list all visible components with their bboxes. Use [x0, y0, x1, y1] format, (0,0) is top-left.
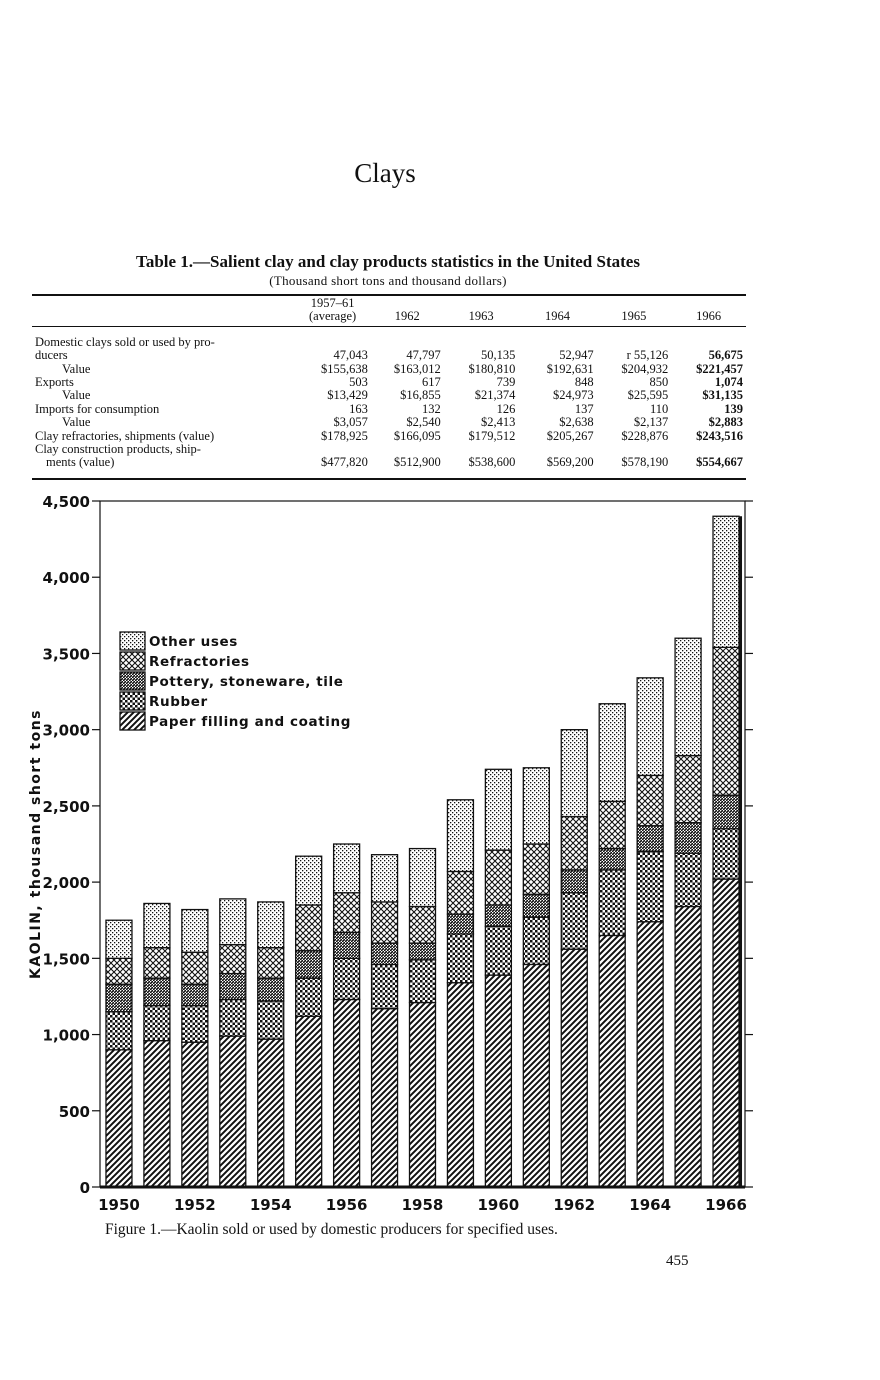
bar-segment [144, 948, 170, 978]
table-row [32, 443, 746, 456]
table-cell: 617 [422, 375, 441, 390]
bar-segment [144, 978, 170, 1005]
bar-segment [106, 1050, 132, 1187]
bar-segment [561, 893, 587, 949]
bar-segment [144, 1006, 170, 1041]
bar-segment [485, 926, 511, 975]
bar-segment [675, 823, 701, 853]
table-cell: $2,413 [481, 415, 516, 430]
table-row [32, 363, 746, 376]
bar-segment [713, 795, 739, 829]
legend-swatch [120, 712, 145, 730]
bar-segment [447, 934, 473, 983]
table-cell: $204,932 [621, 361, 669, 376]
table-cell: 139 [724, 401, 743, 416]
x-tick-label: 1966 [705, 1196, 747, 1214]
bar-segment [220, 999, 246, 1036]
table-cell: $16,855 [400, 388, 441, 403]
bar-segment [675, 756, 701, 823]
header-col-1965: 1965 [621, 309, 647, 324]
y-tick-label: 500 [58, 1102, 90, 1121]
y-tick-label: 2,000 [42, 874, 90, 893]
bars [106, 516, 742, 1187]
table-cell: $179,512 [468, 428, 516, 443]
table-cell: 739 [496, 375, 516, 390]
bar-segment [447, 871, 473, 914]
bar-segment [561, 730, 587, 817]
y-tick-label: 0 [79, 1179, 90, 1197]
table-cell: $24,973 [552, 388, 594, 403]
bar-segment [561, 949, 587, 1187]
bar-segment [220, 899, 246, 945]
legend-swatch [120, 632, 145, 650]
table-cell [518, 328, 596, 349]
x-tick-label: 1956 [325, 1196, 368, 1214]
bar-segment [675, 853, 701, 906]
bar-segment [410, 943, 436, 960]
y-axis-label: KAOLIN, thousand short tons [28, 708, 44, 980]
bar-segment [258, 1001, 284, 1039]
table-cell: $180,810 [468, 361, 516, 376]
bar-segment [410, 960, 436, 1003]
table-cell [597, 443, 672, 456]
table-row [32, 376, 746, 389]
table-cell: $166,095 [393, 428, 441, 443]
table-cell: 848 [574, 375, 594, 390]
table-cell: 126 [496, 401, 516, 416]
bar-segment [410, 1003, 436, 1187]
bar-segment [561, 870, 587, 893]
x-tick-label: 1952 [173, 1196, 216, 1214]
table-cell: $554,667 [696, 455, 743, 470]
bar-segment [523, 917, 549, 964]
table-cell: 503 [349, 375, 368, 390]
bar-segment [485, 769, 511, 850]
bar-segment [523, 964, 549, 1187]
table-cell: $538,600 [468, 455, 516, 470]
table-cell [371, 443, 444, 456]
bar-segment [599, 801, 625, 848]
table-subtitle: (Thousand short tons and thousand dollars) [269, 273, 507, 288]
bar-segment [372, 964, 398, 1008]
y-tick-label: 3,500 [42, 645, 90, 664]
chart-legend [120, 632, 351, 730]
x-tick-label: 1950 [98, 1196, 140, 1214]
x-tick-label: 1962 [553, 1196, 596, 1214]
bar-segment [258, 1039, 284, 1187]
table-cell: $192,631 [546, 361, 594, 376]
table-cell: $243,516 [696, 428, 743, 443]
bar-segment [296, 905, 322, 951]
legend-label: Paper filling and coating [149, 714, 352, 730]
table-row [32, 456, 746, 469]
bar-segment [106, 958, 132, 984]
bar-segment [258, 948, 284, 978]
bar-segment [296, 1016, 322, 1187]
table-cell: $228,876 [621, 428, 669, 443]
table-row [32, 349, 746, 362]
table-cell: $31,135 [702, 388, 743, 403]
table-cell: 47,043 [333, 348, 368, 363]
bar-segment [523, 768, 549, 844]
x-tick-label: 1954 [249, 1196, 292, 1214]
bar-segment [220, 945, 246, 974]
stats-table [32, 296, 746, 470]
bar-segment [144, 1041, 170, 1187]
table-cell: 132 [422, 401, 441, 416]
table-cell [294, 328, 370, 349]
bar-segment [182, 1042, 208, 1187]
table-cell: $13,429 [327, 388, 368, 403]
bar-segment [258, 978, 284, 1001]
bar-segment [637, 678, 663, 776]
bar-segment [599, 935, 625, 1187]
figure-caption: Figure 1.—Kaolin sold or used by domestic producers for specified uses. [105, 1221, 558, 1238]
bar-segment [637, 826, 663, 852]
table-row-label: Clay construction products, ship- [35, 442, 201, 457]
bar-segment [296, 951, 322, 978]
table-cell: $221,457 [696, 361, 743, 376]
table-cell [444, 328, 519, 349]
table-cell: $2,137 [633, 415, 669, 430]
bar-segment [523, 844, 549, 894]
table-cell: $155,638 [320, 361, 368, 376]
bar-segment [447, 914, 473, 934]
bar-segment [106, 1012, 132, 1050]
legend-label: Refractories [149, 654, 250, 670]
bar-segment [334, 999, 360, 1187]
table-header-row [32, 296, 746, 328]
bar-segment [296, 856, 322, 905]
bar-segment [637, 775, 663, 825]
table-cell: $569,200 [546, 455, 594, 470]
table-cell: 50,135 [481, 348, 516, 363]
bar-segment [106, 920, 132, 958]
table-row [32, 328, 746, 349]
table-title: Table 1.—Salient clay and clay products statistics in the United States [136, 252, 640, 271]
bar-segment [182, 910, 208, 953]
header-col-1962: 1962 [394, 309, 420, 324]
table-cell: $2,638 [559, 415, 594, 430]
table-cell: 47,797 [406, 348, 441, 363]
bar-segment [713, 516, 739, 647]
bar-segment [144, 903, 170, 947]
table-row [32, 430, 746, 443]
table-cell [671, 328, 746, 349]
bar-segment [637, 922, 663, 1187]
table-cell: $578,190 [621, 455, 669, 470]
table-cell: $2,540 [406, 415, 441, 430]
bar-segment [713, 879, 739, 1187]
table-cell: 850 [649, 375, 669, 390]
table-cell: $25,595 [627, 388, 669, 403]
bar-segment [372, 855, 398, 902]
table-cell: $21,374 [474, 388, 516, 403]
table-row-label: Domestic clays sold or used by pro- [35, 334, 215, 349]
header-col-1957-61-line2: (average) [308, 309, 357, 324]
table-row-label: Value [62, 415, 91, 430]
bar-segment [258, 902, 284, 948]
bar-segment [334, 958, 360, 999]
bar-segment [485, 975, 511, 1187]
table-row-label: Imports for consumption [35, 401, 160, 416]
y-tick-label: 3,000 [42, 721, 90, 740]
bar-segment [485, 905, 511, 926]
table-cell: $2,883 [708, 415, 743, 430]
legend-label: Pottery, stoneware, tile [149, 674, 344, 690]
page-title: Clays [354, 158, 416, 188]
header-col-1957-61-line1: 1957–61 [310, 296, 355, 310]
y-tick-label: 4,000 [42, 569, 90, 588]
table-cell: 163 [349, 401, 368, 416]
bar-segment [713, 829, 739, 879]
table-cell: $163,012 [393, 361, 441, 376]
legend-swatch [120, 672, 145, 690]
bar-segment [372, 1009, 398, 1187]
table-row-label: Value [62, 361, 91, 376]
page-number: 455 [666, 1253, 689, 1269]
table-cell: $178,925 [320, 428, 368, 443]
table-row [32, 416, 746, 429]
bar-segment [599, 870, 625, 936]
table-cell: 137 [574, 401, 594, 416]
header-col-1963: 1963 [468, 309, 494, 324]
bar-segment [220, 974, 246, 1000]
bar-segment [334, 932, 360, 958]
table-cell: $3,057 [333, 415, 368, 430]
table-cell [518, 443, 596, 456]
table-cell: 1,074 [714, 375, 743, 390]
table-cell: r 55,126 [626, 348, 669, 363]
bar-segment [182, 984, 208, 1005]
table-cell: 56,675 [708, 348, 743, 363]
y-tick-label: 4,500 [42, 493, 90, 511]
legend-label: Other uses [149, 634, 238, 650]
bar-shadow [739, 516, 742, 1187]
bar-segment [675, 907, 701, 1187]
header-col-1966: 1966 [696, 309, 722, 324]
legend-swatch [120, 692, 145, 710]
bar-segment [410, 849, 436, 907]
bar-segment [372, 902, 398, 943]
x-tick-label: 1958 [401, 1196, 444, 1214]
table-cell [444, 443, 519, 456]
table-cell: 110 [649, 401, 669, 416]
bar-segment [599, 704, 625, 802]
bar-segment [372, 943, 398, 964]
y-tick-label: 2,500 [42, 797, 90, 816]
bar-segment [220, 1036, 246, 1187]
header-label-col [32, 296, 294, 328]
table-row-label: Exports [35, 375, 74, 390]
table-cell [294, 443, 370, 456]
table-cell: 52,947 [559, 348, 594, 363]
bar-segment [599, 849, 625, 870]
legend-swatch [120, 652, 145, 670]
x-tick-label: 1960 [477, 1196, 520, 1214]
kaolin-stacked-bar-chart [0, 480, 880, 1220]
table-row-label: Value [62, 388, 91, 403]
table-cell: $205,267 [546, 428, 594, 443]
table-row [32, 403, 746, 416]
table-cell [671, 443, 746, 456]
bar-segment [334, 893, 360, 933]
table-cell [597, 328, 672, 349]
y-tick-label: 1,000 [42, 1026, 90, 1045]
header-col-1957-61 [294, 296, 370, 328]
bar-segment [637, 852, 663, 922]
table-row-label: ducers [35, 348, 68, 363]
y-tick-label: 1,500 [42, 950, 90, 969]
bar-segment [334, 844, 360, 893]
bar-segment [182, 1006, 208, 1043]
bar-segment [523, 894, 549, 917]
bar-segment [106, 984, 132, 1011]
x-tick-label: 1964 [629, 1196, 672, 1214]
table-row [32, 389, 746, 402]
legend-label: Rubber [149, 694, 208, 710]
bar-segment [410, 907, 436, 944]
table-cell: $512,900 [393, 455, 441, 470]
header-col-1964: 1964 [545, 309, 570, 324]
table-cell [371, 328, 444, 349]
bar-segment [485, 850, 511, 905]
bar-segment [182, 952, 208, 984]
bar-segment [296, 978, 322, 1016]
table-row-label: Clay refractories, shipments (value) [35, 428, 215, 443]
bar-segment [447, 983, 473, 1187]
table-cell: $477,820 [320, 455, 368, 470]
bar-segment [713, 647, 739, 795]
bar-segment [561, 817, 587, 870]
bar-segment [447, 800, 473, 872]
bar-segment [675, 638, 701, 755]
table-row-label: ments (value) [46, 455, 115, 470]
